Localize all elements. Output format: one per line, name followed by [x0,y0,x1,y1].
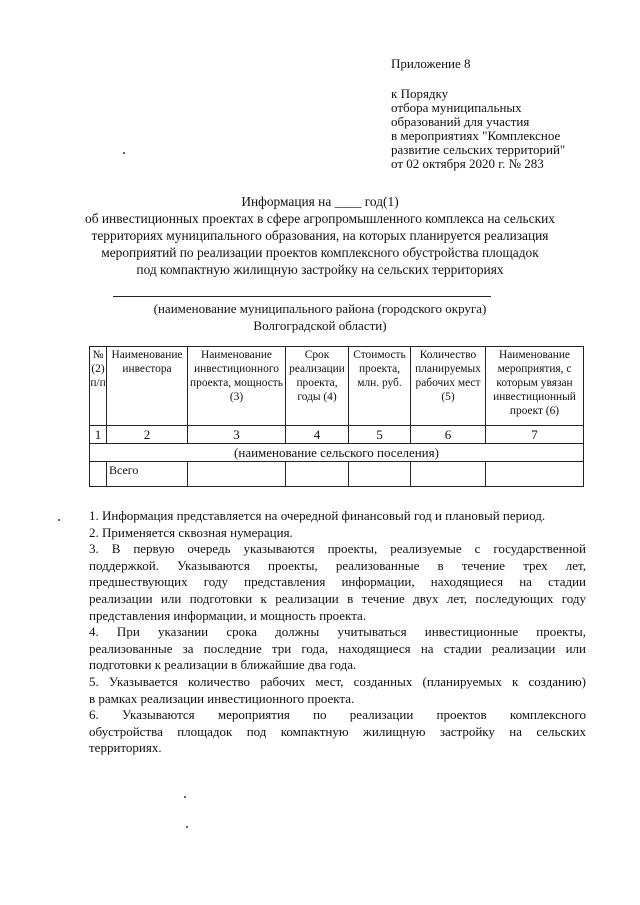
column-header: Наименование инвестора [107,347,188,426]
note-line: территориях. [89,740,162,756]
column-header: Количество планируемых рабочих мест (5) [411,347,486,426]
column-number: 3 [188,426,286,444]
title-line: Информация на ____ год(1) [241,194,399,209]
note-line: представления информации, и мощность проекта. [89,607,367,623]
column-number-row [90,426,584,444]
column-header: Стоимость проекта, млн. руб. [349,347,411,426]
appendix-line: от 02 октября 2020 г. № 283 [391,156,544,171]
appendix-line: в мероприятиях "Комплексное [391,128,561,143]
appendix-line: к Порядку [391,86,449,101]
note-line: 2. Применяется сквозная нумерация. [89,524,293,540]
subtitle-line: мероприятий по реализации проектов комплексного обустройства площадок [101,245,539,260]
column-header: № (2) п/п [90,347,107,426]
column-header: Наименование инвестиционного проекта, мощность (3) [188,347,286,426]
note-line: поддержкой. Указываются проекты, реализованные в течение трех лет, [89,557,586,573]
document-title [40,193,600,210]
column-number: 2 [107,426,188,444]
table-cell [188,462,286,487]
column-number: 5 [349,426,411,444]
scan-speck [58,519,60,521]
subtitle-line: территориях муниципального образования, на которых планируется реализация [91,228,549,243]
column-number: 7 [486,426,584,444]
appendix-line: отбора муниципальных [391,100,522,115]
settlement-label: (наименование сельского поселения) [90,444,584,462]
district-line: Волгоградской области) [253,318,387,333]
appendix-title: Приложение 8 [391,56,471,71]
fill-in-line [113,296,491,297]
table-cell [286,462,349,487]
note-line: 6. Указываются мероприятия по реализации проектов комплексного [89,707,586,723]
table-cell [90,462,107,487]
total-row [90,462,584,487]
district-line: (наименование муниципального района (городского округа) [153,301,487,316]
column-number: 6 [411,426,486,444]
column-number: 1 [90,426,107,444]
column-header: Наименование мероприятия, с которым увязан инвестиционный проект (6) [486,347,584,426]
scan-speck [184,796,186,798]
investment-table [89,346,584,487]
total-label: Всего [107,462,188,487]
note-line: подготовки к реализации в ближайшие два года. [89,657,357,673]
table-cell [486,462,584,487]
district-caption [40,300,600,334]
appendix-line: образований для участия [391,114,530,129]
table-cell [349,462,411,487]
table-header-row [90,347,584,426]
note-line: реализованные за последние три года, находящиеся на стадии реализации или [89,640,586,656]
appendix-line: развитие сельских территорий" [391,142,566,157]
document-subtitle [40,210,600,278]
note-line: в рамках реализации инвестиционного проекта. [89,690,355,706]
note-line: 5. Указывается количество рабочих мест, созданных (планируемых к созданию) [89,673,586,689]
note-line: 3. В первую очередь указываются проекты, реализуемые с государственной [89,541,586,557]
column-header: Срок реализации проекта, годы (4) [286,347,349,426]
note-line: реализации или подготовки к реализации в течение двух лет, последующих году [89,590,586,606]
scan-speck [186,826,188,828]
subtitle-line: об инвестиционных проектах в сфере агропромышленного комплекса на сельских [85,211,555,226]
subtitle-line: под компактную жилищную застройку на сельских территориях [136,262,504,277]
footnotes [89,508,586,757]
note-line: 1. Информация представляется на очередной финансовый год и плановый период. [89,508,546,523]
appendix-block [391,57,631,171]
scan-speck [123,152,125,154]
note-line: обустройства площадок под компактную жилищную застройку на сельских [89,723,586,739]
settlement-row [90,444,584,462]
note-line: 4. При указании срока должны учитываться инвестиционные проекты, [89,624,586,640]
note-line: предшествующих году представления информации, находящиеся на стадии [89,574,586,590]
table-cell [411,462,486,487]
column-number: 4 [286,426,349,444]
